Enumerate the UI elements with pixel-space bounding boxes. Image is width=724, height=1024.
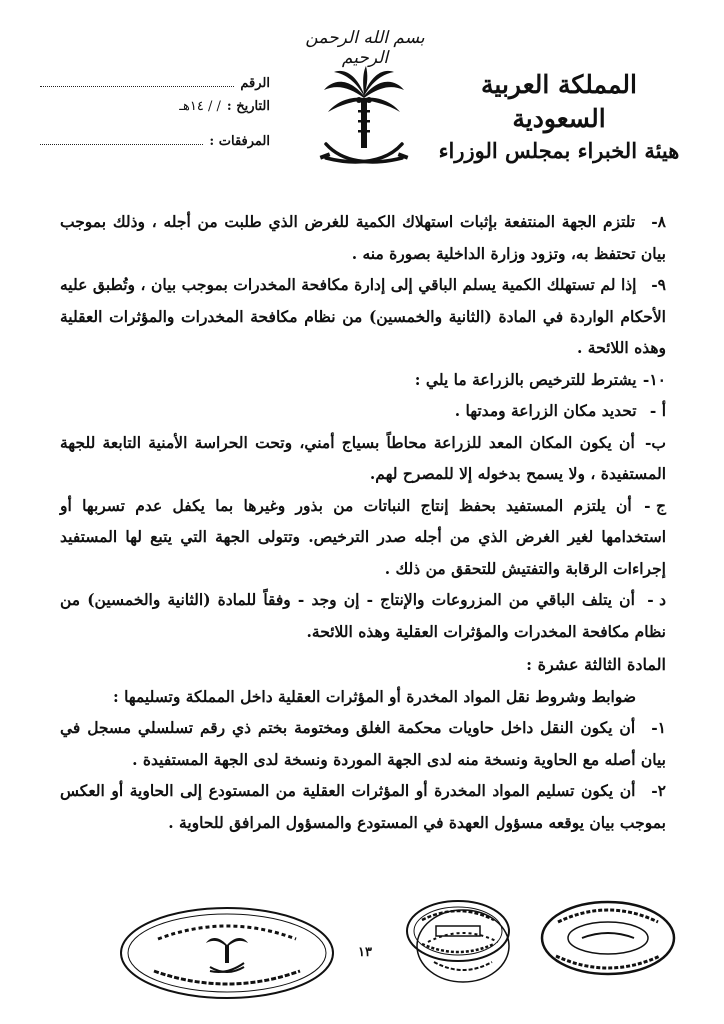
seal-overlay-icon bbox=[414, 906, 512, 986]
subclause-letter: د - bbox=[647, 590, 666, 609]
ref-number-row bbox=[40, 70, 270, 99]
clause-text: إذا لم تستهلك الكمية يسلم الباقي إلى إدارة مكافحة المخدرات بموجب بيان ، وتُطبق عليه الأحكام الواردة في المادة (الثانية والخمسين) من نظام مكافحة المخدرات والمؤثرات العقلية وهذه اللائحة . bbox=[60, 275, 666, 357]
clause-number: ٩- bbox=[651, 275, 666, 294]
ref-number-field bbox=[40, 70, 234, 87]
clause-10 bbox=[60, 364, 666, 396]
seal-experts-commission-icon bbox=[118, 905, 336, 1001]
date-row bbox=[40, 99, 270, 128]
article-heading: المادة الثالثة عشرة : bbox=[526, 655, 666, 674]
subclause-letter: أ - bbox=[649, 401, 666, 420]
page-number: ١٣ bbox=[358, 945, 372, 960]
clause-text: تلتزم الجهة المنتفعة بإثبات استهلاك الكمية للغرض الذي طلبت من أجله ، وذلك بموجب بيان تحتفظ به، وتزود وزارة الداخلية بصورة منه . bbox=[60, 212, 666, 263]
document-meta bbox=[40, 70, 270, 157]
subclause-text: تحديد مكان الزراعة ومدتها . bbox=[454, 401, 637, 420]
saudi-emblem-icon bbox=[318, 66, 410, 176]
subclause-c bbox=[60, 490, 666, 585]
date-value: / / ١٤هـ bbox=[179, 99, 221, 114]
clause-text: أن يكون تسليم المواد المخدرة أو المؤثرات العقلية من المستودع إلى الحاوية أو العكس بموجب بيان يوقعه مسؤول العهدة في المستودع والمسؤول المرافق للحاوية . bbox=[60, 781, 666, 832]
article-clause-2 bbox=[60, 775, 666, 838]
organization-title bbox=[434, 68, 684, 166]
clause-text: يشترط للترخيص بالزراعة ما يلي : bbox=[414, 369, 637, 389]
subclause-text: أن يلتزم المستفيد بحفظ إنتاج النباتات من بذور وغيرها بما يكفل عدم تسربها أو استخدامها لغير الغرض الذي من أجله صدر الترخيص. وتتولى الجهة التي يتبع لها المستفيد إجراءات الرقابة والتفتيش للتحقق من ذلك . bbox=[60, 495, 666, 578]
clause-text: أن يكون النقل داخل حاويات محكمة الغلق ومختومة بختم ذي رقم تسلسلي مسجل في بيان أصله مع الحاوية ونسخة منه لدى الجهة الموردة ونسخة لدى الجهة المستفيدة . bbox=[60, 718, 666, 769]
subclause-b bbox=[60, 427, 666, 490]
subclause-text: أن يكون المكان المعد للزراعة محاطاً بسياج أمني، وتحت الحراسة الأمنية التابعة للجهة المستفيدة ، ولا يسمح بدخوله إلا للمصرح لهم. bbox=[60, 432, 666, 483]
clause-number: ٢- bbox=[651, 781, 666, 800]
date-label: التاريخ : bbox=[226, 99, 270, 114]
attachments-row bbox=[40, 128, 270, 157]
article-clause-1 bbox=[60, 712, 666, 775]
attachments-label: المرفقات : bbox=[209, 134, 270, 149]
clause-number: ١٠- bbox=[642, 369, 666, 389]
clause-number: ١- bbox=[651, 718, 666, 737]
subclause-d bbox=[60, 584, 666, 647]
clause-8 bbox=[60, 206, 666, 269]
basmala: بسم الله الرحمن الرحيم bbox=[305, 28, 425, 68]
org-name-line2: هيئة الخبراء بمجلس الوزراء bbox=[438, 138, 680, 163]
seal-communications-center-icon bbox=[538, 898, 678, 978]
subclause-letter: ب- bbox=[644, 432, 666, 452]
document-body bbox=[60, 206, 666, 838]
clause-9 bbox=[60, 269, 666, 364]
attachments-field bbox=[40, 128, 203, 145]
subclause-text: أن يتلف الباقي من المزروعات والإنتاج - إن وجد - وفقاً للمادة (الثانية والخمسين) من نظام مكافحة المخدرات والمؤثرات العقلية وهذه اللائحة. bbox=[60, 590, 666, 641]
article-intro: ضوابط وشروط نقل المواد المخدرة أو المؤثرات العقلية داخل المملكة وتسليمها : bbox=[112, 686, 636, 706]
subclause-a bbox=[60, 395, 666, 427]
org-name-line1: المملكة العربية السعودية bbox=[481, 70, 637, 133]
clause-number: ٨- bbox=[651, 212, 666, 231]
subclause-letter: ج - bbox=[644, 495, 666, 515]
ref-number-label: الرقم bbox=[240, 76, 270, 91]
